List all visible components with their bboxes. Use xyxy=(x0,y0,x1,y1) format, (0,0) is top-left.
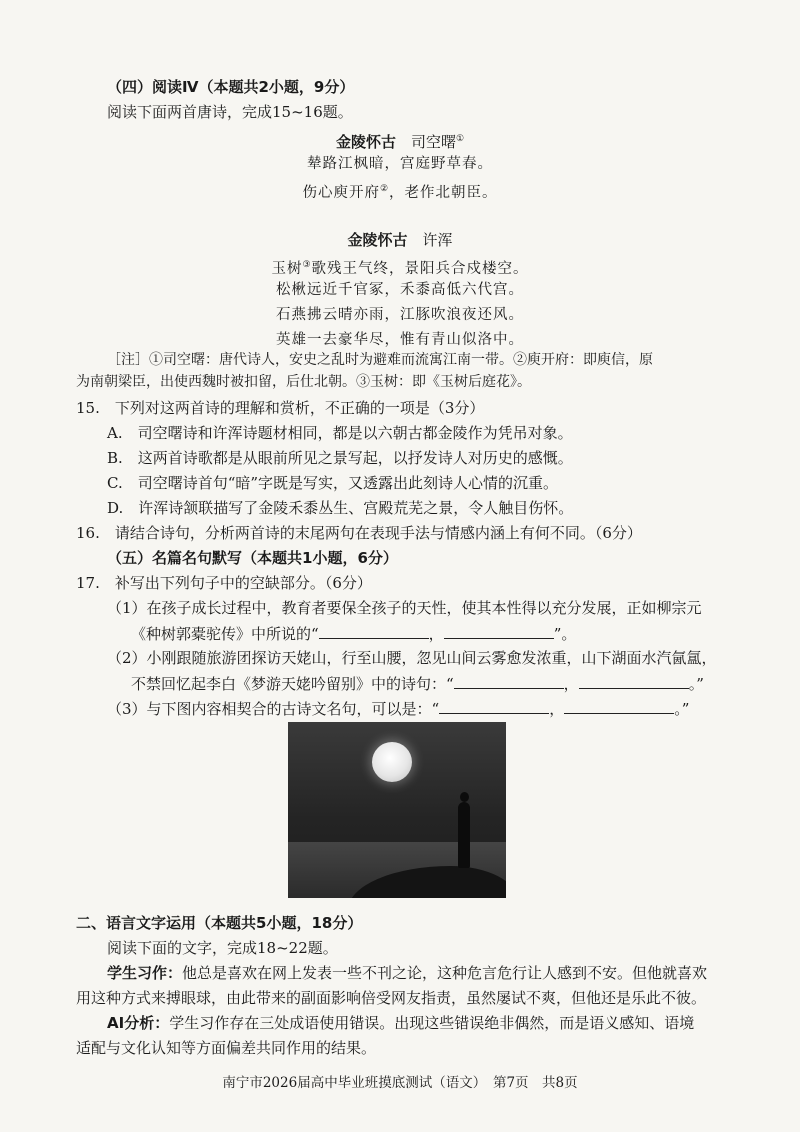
q15-option-b: B. 这两首诗歌都是从眼前所见之景写起，以抒发诗人对历史的感慨。 xyxy=(107,449,573,467)
q17-part3-line1 xyxy=(107,697,689,720)
moon-night-photo xyxy=(288,722,506,898)
poem2-line1-part1: 玉树 xyxy=(271,260,303,277)
q17-part2-comma: ， xyxy=(563,675,579,693)
q17-part1-comma: ， xyxy=(428,625,444,643)
q17-part3-comma: ， xyxy=(549,700,565,718)
poem1-heading xyxy=(0,128,800,153)
q17-part3-blank1[interactable] xyxy=(439,697,549,714)
poem1-line2-note: ② xyxy=(379,184,390,194)
poem2-author: 许浑 xyxy=(422,231,453,249)
q17-part2-lead: 不禁回忆起李白《梦游天姥吟留别》中的诗句：“ xyxy=(131,675,454,693)
notes-line1: ［注］①司空曙：唐代诗人，安史之乱时为避难而流寓江南一带。②庾开府：即庾信，原 xyxy=(107,352,653,368)
q17-part3-blank2[interactable] xyxy=(564,697,674,714)
q17-part1-end: ”。 xyxy=(553,625,577,643)
q15-option-a: A. 司空曙诗和许浑诗题材相同，都是以六朝古都金陵作为凭吊对象。 xyxy=(107,424,573,442)
q16-stem: 16. 请结合诗句，分析两首诗的末尾两句在表现手法与情感内涵上有何不同。（6分） xyxy=(76,524,642,542)
q17-part1-blank1[interactable] xyxy=(319,622,429,639)
poem2-line4: 英雄一去豪华尽，惟有青山似洛中。 xyxy=(276,332,524,348)
q17-part3-lead: （3）与下图内容相契合的古诗文名句，可以是：“ xyxy=(107,700,440,718)
q17-part2-blank2[interactable] xyxy=(579,672,689,689)
q17-stem: 17. 补写出下列句子中的空缺部分。（6分） xyxy=(76,574,372,592)
section5-title: （五）名篇名句默写（本题共1小题，6分） xyxy=(107,549,398,567)
poem2-line2: 松楸远近千官冢，禾黍高低六代宫。 xyxy=(276,282,524,298)
moon-shape xyxy=(372,742,412,782)
q15-stem: 15. 下列对这两首诗的理解和赏析，不正确的一项是（3分） xyxy=(76,399,485,417)
ai-label: AI分析： xyxy=(107,1014,170,1032)
person-silhouette xyxy=(458,802,470,868)
poem1-title: 金陵怀古 xyxy=(335,133,396,151)
student-text-line1 xyxy=(107,962,707,984)
ai-text-part1: 学生习作存在三处成语使用错误。出现这些错误绝非偶然，而是语义感知、语境 xyxy=(169,1014,695,1032)
ai-text-line2: 适配与文化认知等方面偏差共同作用的结果。 xyxy=(76,1039,377,1057)
q17-part1-lead: 《种树郭橐驼传》中所说的“ xyxy=(131,625,319,643)
poem1-line1: 辇路江枫暗，宫庭野草春。 xyxy=(307,156,493,172)
q17-part3-end: 。” xyxy=(674,700,690,718)
part2-title: 二、语言文字运用（本题共5小题，18分） xyxy=(76,914,363,932)
q15-option-d: D. 许浑诗颔联描写了金陵禾黍丛生、宫殿荒芜之景，令人触目伤怀。 xyxy=(107,499,574,517)
q17-part2-line1: （2）小刚跟随旅游团探访天姥山，行至山腰，忽见山间云雾愈发浓重，山下湖面水汽氤氲， xyxy=(107,649,717,667)
student-label: 学生习作： xyxy=(107,964,183,982)
q17-part2-blank1[interactable] xyxy=(454,672,564,689)
poem1-line2-part1: 伤心庾开府 xyxy=(302,184,380,201)
notes-line2: 为南朝梁臣，出使西魏时被扣留，后仕北朝。③玉树：即《玉树后庭花》。 xyxy=(76,374,531,390)
poem2-line1-part2: 歌残王气终，景阳兵合戍楼空。 xyxy=(311,260,529,277)
poem2-heading xyxy=(0,229,800,251)
q17-part1-line2 xyxy=(131,622,576,645)
part2-instruction: 阅读下面的文字，完成18~22题。 xyxy=(107,939,338,957)
q17-part2-line2 xyxy=(131,672,704,695)
poem1-line2-part2: ，老作北朝臣。 xyxy=(389,184,498,201)
person-head xyxy=(460,792,469,802)
poem2-line3: 石燕拂云晴亦雨，江豚吹浪夜还风。 xyxy=(276,307,524,323)
section4-instruction: 阅读下面两首唐诗，完成15~16题。 xyxy=(107,103,353,121)
q17-part1-blank2[interactable] xyxy=(444,622,554,639)
student-text-part1: 他总是喜欢在网上发表一些不刊之论，这种危言危行让人感到不安。但他就喜欢 xyxy=(182,964,708,982)
page-footer: 南宁市2026届高中毕业班摸底测试（语文） 第7页 共8页 xyxy=(222,1075,578,1091)
q17-part2-end: 。” xyxy=(688,675,704,693)
student-text-line2: 用这种方式来搏眼球，由此带来的副面影响倍受网友指责，虽然屡试不爽，但他还是乐此不彼。 xyxy=(76,989,707,1007)
poem2-line1 xyxy=(0,254,800,280)
poem1-author: 司空曙 xyxy=(410,133,456,151)
poem1-line2 xyxy=(0,178,800,204)
poem1-author-note: ① xyxy=(455,134,465,144)
q15-option-c: C. 司空曙诗首句“暗”字既是写实，又透露出此刻诗人心情的沉重。 xyxy=(107,474,559,492)
q17-part1-line1: （1）在孩子成长过程中，教育者要保全孩子的天性，使其本性得以充分发展，正如柳宗元 xyxy=(107,599,702,617)
poem2-line1-note: ③ xyxy=(302,260,312,270)
poem2-title: 金陵怀古 xyxy=(347,231,408,249)
ai-text-line1 xyxy=(107,1012,694,1034)
section4-title: （四）阅读Ⅳ（本题共2小题，9分） xyxy=(107,78,355,96)
